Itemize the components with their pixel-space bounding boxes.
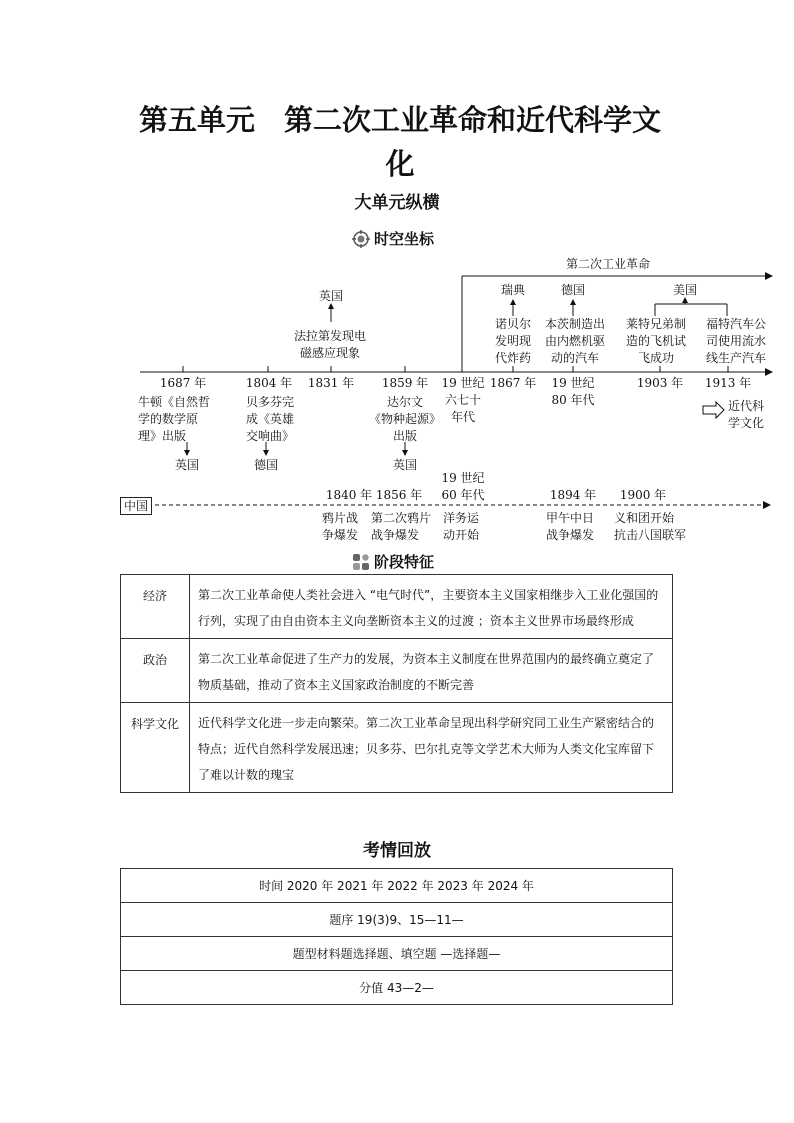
event-benz: 本茨制造出 由内燃机驱 动的汽车 xyxy=(544,317,605,365)
china-date-1900: 1900 年 xyxy=(619,488,667,502)
country-uk-lower-1: 英国 xyxy=(174,458,199,472)
event-nobel: 诺贝尔 发明现 代炸药 xyxy=(494,317,531,365)
china-event-westernization: 洋务运 动开始 xyxy=(443,511,480,542)
hollow-arrow xyxy=(703,402,724,418)
table-row xyxy=(121,575,673,639)
country-uk-lower-2: 英国 xyxy=(392,458,417,472)
event-darwin: 达尔文 《物种起源》 出版 xyxy=(368,395,441,443)
country-uk-upper: 英国 xyxy=(318,289,343,303)
date-1867: 1867 年 xyxy=(489,376,537,390)
china-event-boxer: 义和团开始 抗击八国联军 xyxy=(614,511,687,542)
table-row xyxy=(121,639,673,703)
date-1804: 1804 年 xyxy=(245,376,293,390)
china-date-1840: 1840 年 xyxy=(325,488,373,502)
feature-key: 科学文化 xyxy=(121,703,190,793)
china-event-opium-war: 鸦片战 争爆发 xyxy=(322,511,359,542)
exam-row-type: 题型材料题选择题、填空题 —选择题— xyxy=(121,937,673,971)
feature-key: 经济 xyxy=(121,575,190,639)
features-table xyxy=(120,574,673,793)
event-beethoven: 贝多芬完 成《英雄 交响曲》 xyxy=(246,395,295,443)
china-date-1894: 1894 年 xyxy=(549,488,597,502)
china-label: 中国 xyxy=(120,497,152,515)
date-19c-6070: 19 世纪 六七十 年代 xyxy=(441,376,485,424)
country-usa: 美国 xyxy=(672,283,697,297)
timeline-diagram xyxy=(0,0,794,560)
table-row xyxy=(121,903,673,937)
china-event-second-opium-war: 第二次鸦片 战争爆发 xyxy=(371,511,432,542)
date-1831: 1831 年 xyxy=(307,376,355,390)
event-faraday: 法拉第发现电 磁感应现象 xyxy=(293,329,366,360)
exam-row-score: 分值 43—2— xyxy=(121,971,673,1005)
china-date-1856: 1856 年 xyxy=(375,488,423,502)
title-line-1: 第五单元 第二次工业革命和近代科学文 xyxy=(138,103,661,137)
event-wright: 莱特兄弟制 造的飞机试 飞成功 xyxy=(625,317,686,365)
subtitle: 大单元纵横 xyxy=(354,193,440,213)
blocks-icon xyxy=(352,553,370,571)
date-1687: 1687 年 xyxy=(159,376,207,390)
event-newton: 牛顿《自然哲 学的数学原 理》出版 xyxy=(138,395,211,443)
section-title: 阶段特征 xyxy=(374,553,435,571)
country-germany-upper: 德国 xyxy=(560,283,585,297)
event-ford: 福特汽车公 司使用流水 线生产汽车 xyxy=(705,317,766,365)
feature-key: 政治 xyxy=(121,639,190,703)
section-header-features xyxy=(352,551,434,572)
revolution-label: 第二次工业革命 xyxy=(566,257,651,271)
feature-value: 第二次工业革命使人类社会进入 “电气时代”，主要资本主义国家相继步入工业化强国的行列，实现了由自由资本主义向垄断资本主义的过渡 ；资本主义世界市场最终形成 xyxy=(190,575,673,639)
section-header-exam: 考情回放 xyxy=(363,841,431,861)
modern-science-culture-label: 近代科 学文化 xyxy=(728,399,765,430)
country-germany-lower: 德国 xyxy=(253,458,278,472)
table-row xyxy=(121,971,673,1005)
section-title: 时空坐标 xyxy=(374,230,435,248)
title-line-2: 化 xyxy=(385,147,415,181)
china-event-sino-japanese-war: 甲午中日 战争爆发 xyxy=(546,511,595,542)
feature-value: 近代科学文化进一步走向繁荣。第二次工业革命呈现出科学研究同工业生产紧密结合的特点；近代自然科学发展迅速；贝多芬、巴尔扎克等文学艺术大师为人类文化宝库留下了难以计数的瑰宝 xyxy=(190,703,673,793)
exam-row-time: 时间 2020 年 2021 年 2022 年 2023 年 2024 年 xyxy=(121,869,673,903)
table-row xyxy=(121,937,673,971)
table-row xyxy=(121,869,673,903)
date-1903: 1903 年 xyxy=(636,376,684,390)
country-sweden: 瑞典 xyxy=(500,283,525,297)
exam-row-order: 题序 19(3)9、15—11— xyxy=(121,903,673,937)
china-date-19c-60: 19 世纪 60 年代 xyxy=(441,471,485,502)
feature-value: 第二次工业革命促进了生产力的发展，为资本主义制度在世界范围内的最终确立奠定了物质基础，推动了资本主义国家政治制度的不断完善 xyxy=(190,639,673,703)
date-1859: 1859 年 xyxy=(381,376,429,390)
table-row xyxy=(121,703,673,793)
date-19c-80: 19 世纪 80 年代 xyxy=(551,376,595,407)
date-1913: 1913 年 xyxy=(704,376,752,390)
exam-table xyxy=(120,868,673,1005)
